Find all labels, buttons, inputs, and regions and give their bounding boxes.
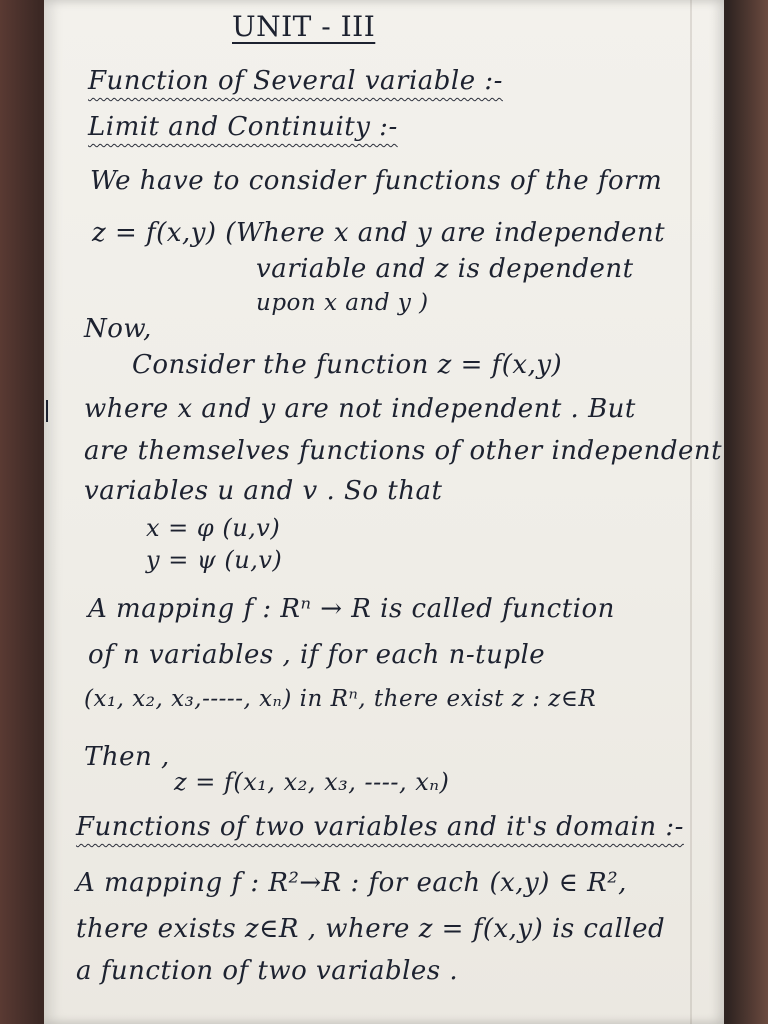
text-now: Now, — [84, 314, 152, 344]
text-line-19: a function of two variables . — [76, 956, 459, 986]
page-edge-rule — [690, 0, 692, 1024]
text-line-9: variables u and v . So that — [84, 476, 443, 506]
heading-limit-and-continuity: Limit and Continuity :- — [88, 112, 398, 142]
text-line-4: upon x and y ) — [256, 290, 429, 316]
text-line-17: A mapping f : R²→R : for each (x,y) ∈ R², — [76, 868, 627, 898]
text-line-12: A mapping f : Rⁿ → R is called function — [88, 594, 615, 624]
text-line-1: We have to consider functions of the form — [90, 166, 663, 196]
heading-functions-of-two-variables: Functions of two variables and it's domain :- — [76, 812, 684, 842]
text-line-14: (x₁, x₂, x₃,-----, xₙ) in Rⁿ, there exist z : z∈R — [84, 686, 597, 712]
text-line-3: variable and z is dependent — [256, 254, 634, 284]
text-line-7: where x and y are not independent . But — [84, 394, 636, 424]
text-line-2: z = f(x,y) (Where x and y are independent — [92, 218, 666, 248]
text-line-6: Consider the function z = f(x,y) — [132, 350, 563, 380]
text-line-8: are themselves functions of other independent — [84, 436, 723, 466]
margin-tick — [46, 400, 48, 422]
text-then: Then , — [84, 742, 170, 772]
equation-y: y = ψ (u,v) — [146, 546, 283, 574]
equation-x: x = φ (u,v) — [146, 514, 281, 542]
text-line-13: of n variables , if for each n-tuple — [88, 640, 546, 670]
unit-title: UNIT - III — [232, 10, 376, 43]
heading-function-of-several-variables: Function of Several variable :- — [88, 66, 503, 96]
text-line-18: there exists z∈R , where z = f(x,y) is called — [76, 914, 666, 944]
equation-z: z = f(x₁, x₂, x₃, ----, xₙ) — [174, 768, 450, 796]
